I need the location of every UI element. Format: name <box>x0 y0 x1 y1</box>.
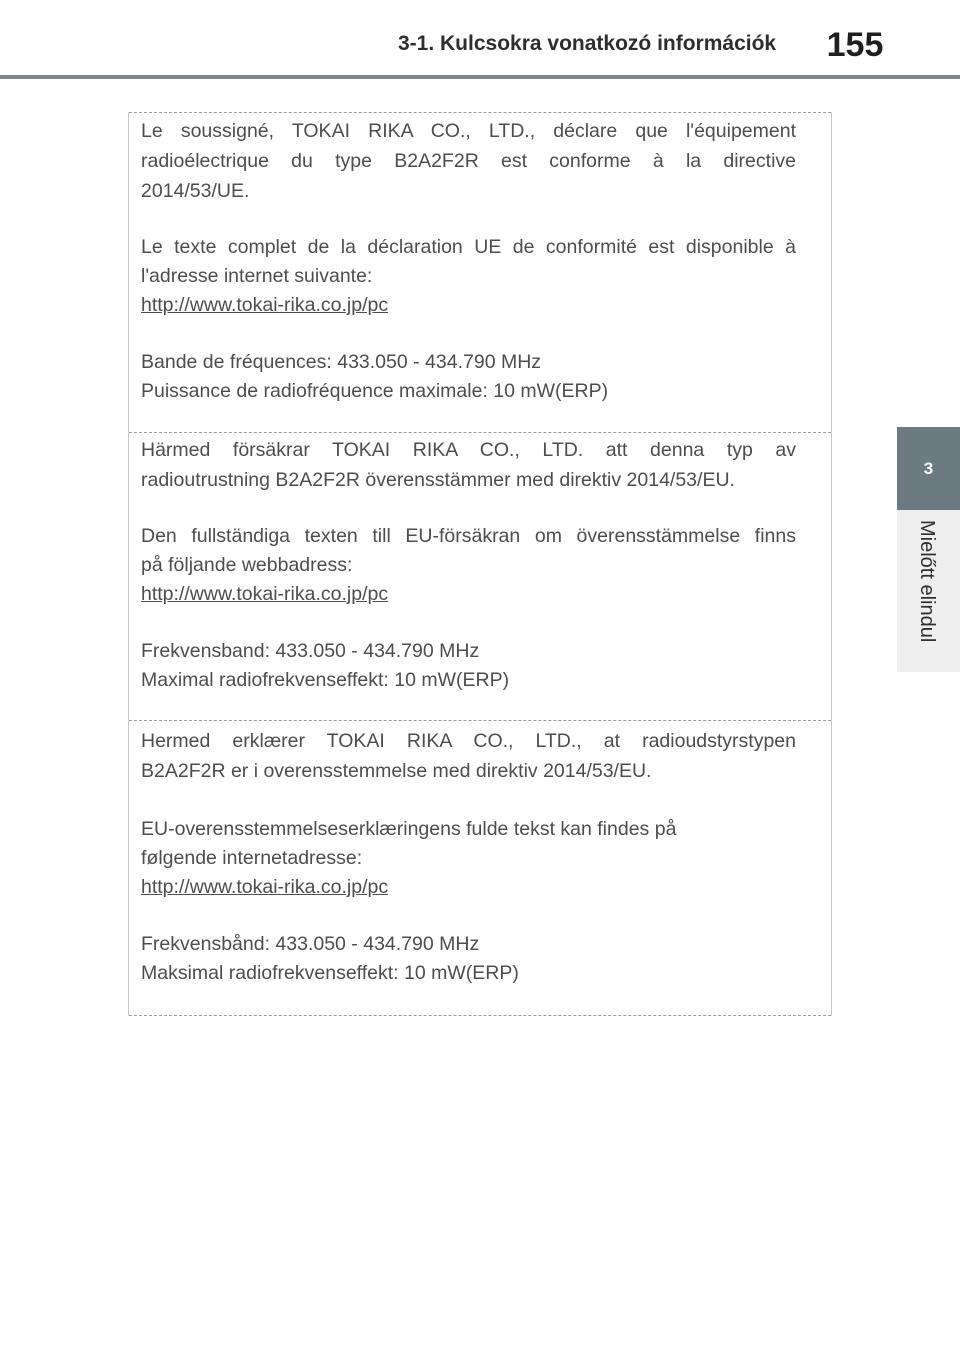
text-line: radioutrustning B2A2F2R överensstämmer med direktiv 2014/53/EU. <box>141 469 735 491</box>
declaration-block-sv <box>129 432 831 720</box>
declarations-box <box>128 112 832 1016</box>
text-line: følgende internetadresse: <box>141 847 363 869</box>
text-line: EU-overensstemmelseserklæringens fulde tekst kan findes på <box>141 818 677 840</box>
text-line: Puissance de radiofréquence maximale: 10 mW(ERP) <box>141 380 609 402</box>
text-line: Frekvensbånd: 433.050 - 434.790 MHz <box>141 933 480 955</box>
text-line: B2A2F2R er i overensstemmelse med direktiv 2014/53/EU. <box>141 760 652 782</box>
text-line: Maximal radiofrekvenseffekt: 10 mW(ERP) <box>141 669 510 691</box>
text-line: på följande webbadress: <box>141 554 353 576</box>
text-line: Frekvensband: 433.050 - 434.790 MHz <box>141 640 480 662</box>
text-line: Bande de fréquences: 433.050 - 434.790 MHz <box>141 351 542 373</box>
text-line: Le texte complet de la déclaration UE de conformité est disponible à <box>141 236 796 258</box>
chapter-label: Mielőtt elindul <box>916 520 938 643</box>
text-line: Härmed försäkrar TOKAI RIKA CO., LTD. att denna typ av <box>141 439 796 461</box>
text-line: Maksimal radiofrekvenseffekt: 10 mW(ERP) <box>141 962 519 984</box>
declaration-link[interactable]: http://www.tokai-rika.co.jp/pc <box>141 583 389 605</box>
text-line: Hermed erklærer TOKAI RIKA CO., LTD., at radioudstyrstypen <box>141 730 796 752</box>
text-line: 2014/53/UE. <box>141 180 250 202</box>
text-line: Le soussigné, TOKAI RIKA CO., LTD., déclare que l'équipement <box>141 120 796 142</box>
declaration-block-fr <box>129 112 831 432</box>
text-line: Den fullständiga texten till EU-försäkran om överensstämmelse finns <box>141 525 796 547</box>
declaration-block-da <box>129 720 831 1016</box>
header-rule <box>0 75 960 79</box>
chapter-number: 3 <box>923 458 934 478</box>
page-number: 155 <box>826 26 884 64</box>
chapter-tab <box>897 427 960 510</box>
declaration-link[interactable]: http://www.tokai-rika.co.jp/pc <box>141 876 389 898</box>
section-title: 3-1. Kulcsokra vonatkozó információk <box>398 32 777 55</box>
text-line: radioélectrique du type B2A2F2R est conforme à la directive <box>141 150 796 172</box>
declaration-link[interactable]: http://www.tokai-rika.co.jp/pc <box>141 294 389 316</box>
text-line: l'adresse internet suivante: <box>141 265 373 287</box>
